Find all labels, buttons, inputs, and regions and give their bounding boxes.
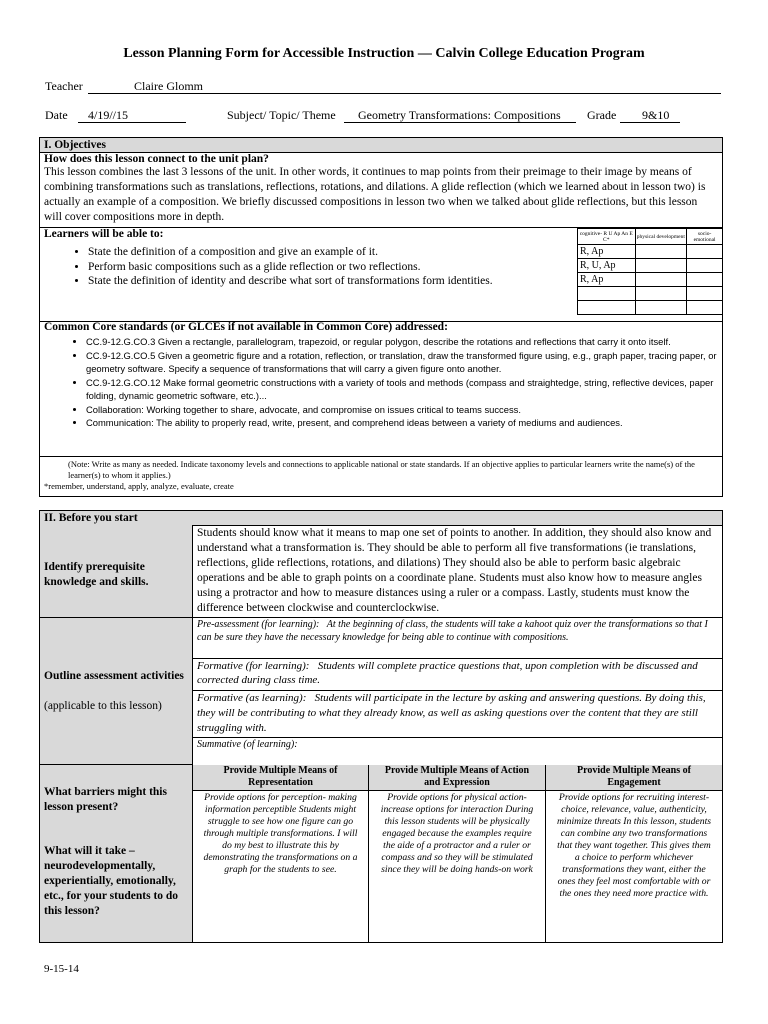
barriers-question: What barriers might this lesson present?	[44, 786, 167, 813]
udl-body-cell	[369, 791, 546, 942]
prereq-label-cell	[40, 525, 193, 618]
grid-header-socio: socio- emotional	[687, 229, 723, 245]
standard-item: • CC.9-12.G.CO.3 Given a rectangle, parallelogram, trapezoid, or regular polygon, describe the rotations and reflections that carry it onto itself.	[86, 335, 720, 349]
teacher-field	[88, 79, 721, 94]
assess-formative-for-label: Formative (for learning):	[197, 660, 310, 672]
udl-header-cell	[193, 765, 369, 791]
udl-action-text: Provide options for physical action- increase options for interaction During this lesson students will be physically engaged because the examples require the aide of a protractor and a ruler or compass and so they will be stimulated since they will be doing hands-on work	[380, 792, 534, 875]
common-core	[44, 321, 720, 430]
standard-item: • Communication: The ability to properly read, write, present, and comprehend ideas between a variety of mediums and audiences.	[86, 416, 720, 430]
standard-item: • CC.9-12.G.CO.12 Make formal geometric constructions with a variety of tools and methods (compass and straightedge, string, reflective devices, paper folding, dynamic geometric software, etc.)...	[86, 376, 720, 403]
date-label: Date	[45, 108, 68, 122]
standard-item: • CC.9-12.G.CO.5 Given a geometric figure and a rotation, reflection, or translation, draw the transformed figure using, e.g., graph paper, tracing paper, or geometry software. Specify a sequence of transformations that will carry a given figure onto another.	[86, 349, 720, 376]
grid-cell: R, Ap	[578, 273, 636, 287]
grid-cell: R, U, Ap	[578, 259, 636, 273]
grade-label: Grade	[587, 108, 617, 122]
assess-label-cell	[40, 618, 193, 765]
common-core-list	[44, 335, 720, 430]
subject-field	[344, 108, 576, 123]
grid-cell	[578, 301, 636, 315]
assess-formative-as-text: Students will participate in the lecture by asking and answering questions. By doing this, they will be contributing to what they already know, as well as asking questions over the content that they are still struggling with.	[197, 692, 706, 734]
date-field	[78, 108, 186, 123]
grade-value: 9&10	[642, 108, 670, 122]
taxonomy-footnote: *remember, understand, apply, analyze, evaluate, create	[44, 481, 234, 491]
before-section	[39, 510, 723, 943]
learner-objectives	[46, 245, 588, 289]
assess-label: Outline assessment activities	[44, 670, 184, 682]
udl-header-cell	[546, 765, 722, 791]
learner-objective: • Perform basic compositions such as a glide reflection or two reflections.	[88, 260, 588, 275]
learner-objective: • State the definition of a composition and give an example of it.	[88, 245, 588, 260]
unit-connection-text: This lesson combines the last 3 lessons of the unit. In other words, it continues to map points from their preimage to their image by means of combining transformations such as translations, reflections, rotations, and dilations. A glide reflection (which we learned about in lesson two) is actually an example of a composition. We briefly discussed compositions in lesson two when we talked about glide reflections, but this lesson will cover compositions more in depth.	[44, 166, 706, 223]
date-value: 4/19//15	[88, 108, 129, 122]
subject-label: Subject/ Topic/ Theme	[227, 108, 336, 122]
assess-pre-text: At the beginning of class, the students will take a kahoot quiz over the transformations so that I can be sure they have the necessary knowledge for being able to continue with compositions.	[197, 619, 708, 643]
udl-body-cell	[193, 791, 369, 942]
teacher-row	[45, 79, 83, 94]
note-area	[40, 456, 722, 492]
footer-date: 9-15-14	[44, 963, 79, 975]
udl-body-cell	[546, 791, 722, 942]
assess-pre-label: Pre-assessment (for learning):	[197, 619, 320, 630]
prereq-label: Identify prerequisite knowledge and skills.	[44, 561, 149, 588]
learners-area	[40, 227, 722, 322]
assess-pre	[193, 618, 722, 659]
objectives-section	[39, 137, 723, 497]
grid-cell	[578, 287, 636, 301]
grid-header-physical: physical development	[635, 229, 687, 245]
grid-cell: R, Ap	[578, 245, 636, 259]
unit-connection	[40, 153, 722, 225]
teacher-label: Teacher	[45, 79, 83, 93]
before-header: II. Before you start	[40, 511, 722, 526]
learners-label: Learners will be able to:	[44, 228, 164, 240]
barriers-need-question: What will it take – neurodevelopmentally, experientially, emotionally, etc., for your students to do this lesson?	[44, 845, 179, 917]
grade-field	[620, 108, 680, 123]
assess-activities	[193, 618, 722, 766]
assess-summative	[193, 738, 722, 766]
objectives-note: (Note: Write as many as needed. Indicate taxonomy levels and connections to applicable national or state standards. If an objective applies to particular learners write the name(s) of the learner(s) to whom it applies.)	[68, 459, 695, 480]
standard-item: • Collaboration: Working together to share, advocate, and compromise on issues critical to teams success.	[86, 403, 720, 417]
udl-header-representation: Provide Multiple Means of Representation	[223, 765, 338, 788]
assess-formative-for-text: Students will complete practice questions that, upon completion with be discussed and corrected during class time.	[197, 660, 698, 686]
objectives-header: I. Objectives	[40, 138, 722, 153]
grid-header-cognitive: cognitive- R U Ap An E C*	[578, 229, 636, 245]
udl-grid	[193, 765, 722, 942]
prereq-text: Students should know what it means to map one set of points to another. In addition, they should also know and understand what a transformation is. They should be able to perform all five transformations (ie translations, reflections, glide reflections, rotations, and dilations) They should also be able to perform basic algebraic operations and be able to graph points on a coordinate plane. Students must also know how to measure angles using a protractor and how to measure distances using a ruler or a compass. Lastly, students must know the difference between clockwise and counterclockwise.	[193, 525, 722, 618]
common-core-label: Common Core standards (or GLCEs if not available in Common Core) addressed:	[44, 321, 448, 333]
assess-formative-as	[193, 691, 722, 738]
assess-summative-label: Summative (of learning):	[197, 739, 298, 750]
learner-objective: • State the definition of identity and describe what sort of transformations form identities.	[88, 274, 588, 289]
unit-connection-question: How does this lesson connect to the unit plan?	[44, 153, 269, 165]
udl-representation-text: Provide options for perception- making information perceptible Students might struggle to see how one figure can go through multiple transformations. I will do my best to illustrate this by demonstrating the transformations on a graph for the students to see.	[203, 792, 358, 875]
form-title: Lesson Planning Form for Accessible Instruction — Calvin College Education Program	[123, 46, 645, 61]
udl-header-action: Provide Multiple Means of Action and Expression	[384, 765, 530, 788]
taxonomy-grid	[577, 228, 723, 315]
barriers-label-cell	[40, 765, 193, 942]
udl-header-cell	[369, 765, 546, 791]
assess-formative-as-label: Formative (as learning):	[197, 692, 307, 704]
udl-header-engagement: Provide Multiple Means of Engagement	[577, 765, 691, 788]
assess-sub: (applicable to this lesson)	[44, 700, 162, 712]
assess-formative-for	[193, 659, 722, 691]
udl-engagement-text: Provide options for recruiting interest- choice, relevance, value, authenticity, minimize threats In this lesson, students can combine any two transformations that they want together. This gives them a choice to perform whichever transformations they want, either the ones they feel most comfortable with or the ones they need more practice with.	[556, 792, 712, 899]
subject-value: Geometry Transformations: Compositions	[358, 108, 561, 122]
teacher-value: Claire Glomm	[134, 79, 203, 93]
